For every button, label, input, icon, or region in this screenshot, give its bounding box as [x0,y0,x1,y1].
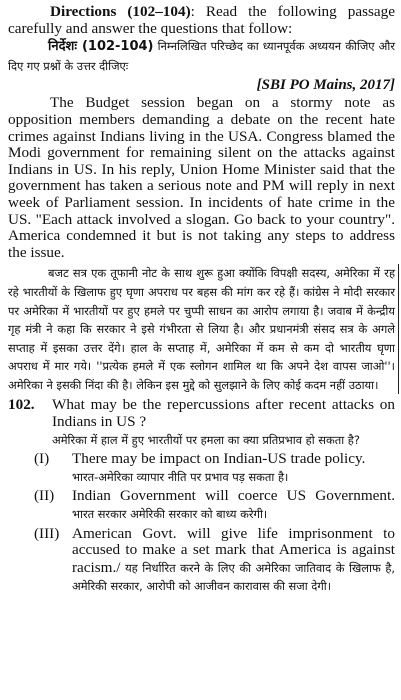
directions-english [8,4,395,37]
directions-hindi-label: निर्देशः (102-104) [48,39,154,55]
option-text-hindi: भारत-अमेरिका व्यापार नीति पर प्रभाव पड़ सकता है। [72,469,289,484]
option-number: (III) [34,524,60,542]
option-text-english: Indian Government will coerce US Government. [72,487,395,505]
question-number: 102. [8,396,35,414]
option-text-english: There may be impact on Indian-US trade policy. [72,450,366,468]
question-text-hindi: अमेरिका में हाल में हुए भारतीयों पर हमला का क्या प्रतिप्रभाव हो सकता है? [52,432,360,447]
option-number: (II) [34,487,55,505]
option-3 [34,526,395,596]
option-2 [34,488,395,523]
exam-source: [SBI PO Mains, 2017] [256,77,395,94]
directions-hindi-text: निम्नलिखित परिच्छेद का ध्यानपूर्वक अध्ययन कीजिए और दिए गए प्रश्नों के उत्तर दीजिएः [8,39,395,73]
passage-english: The Budget session began on a stormy note as opposition members demanding a debate on the recent hate crimes against Indians living in the USA. Congress blamed the Modi government for remaining silent on the attacks against Indians in US. In his reply, Union Home Minister said that the government has taken a serious note and PM will reply in next week of Parliament session. In incidents of hate crime in the US. "Each attack involved a slogan. Go back to your country". America condemned it but is not taking any steps to address the issue. [8,94,395,261]
option-number: (I) [34,450,50,468]
directions-hindi [8,37,395,75]
option-text-english-part: American Govt. will give life imprisonment to accused to make a set mark that America is against racism./ [72,524,395,576]
option-1 [34,451,395,486]
option-text-hindi: भारत सरकार अमेरिकी सरकार को बाध्य करेगी। [72,507,268,522]
question-body [52,397,395,449]
directions-label: Directions (102–104) [50,3,191,20]
passage-hindi: बजट सत्र एक तूफानी नोट के साथ शुरू हुआ क्योंकि विपक्षी सदस्य, अमेरिका में रह रहे भारतीयों के खिलाफ हुए घृणा अपराध पर बहस की मांग कर रहे हैं। कांग्रेस ने मोदी सरकार पर अमेरिका में भारतीयों पर हुए हमले पर चुप्पी साधन का आरोप लगाया है। जवाब में केन्द्रीय गृह मंत्री ने कहा कि सरकार ने इसे गंभीरता से लिया है। और प्रधानमंत्री संसद सत्र के अगले सप्ताह में इसका उत्तर देंगे। हाल के सप्ताह में, अमेरिका में कम से कम दो भारतीय घृणा अपराध में मार गये। ''प्रत्येक हमले में एक स्लोगन शामिल था कि अपने देश वापस जाओ''। अमेरिका ने इसकी निंदा की है। लेकिन इस मुद्दे को सुलझाने के लिए कोई कदम नहीं उठाया। [8,264,399,394]
question-102 [8,397,395,449]
option-text-english [72,526,395,596]
directions-text: : Read the following passage carefully and answer the questions that follow: [8,3,395,37]
option-text-hindi-inline: यह निर्धारित करने के लिए की अमेरिका जातिवाद के खिलाफ है, अमेरिकी सरकार, आरोपी को आजीवन कारावास की सजा देगी। [72,560,395,594]
question-text-english: What may be the repercussions after recent attacks on Indians in US ? [52,396,395,431]
